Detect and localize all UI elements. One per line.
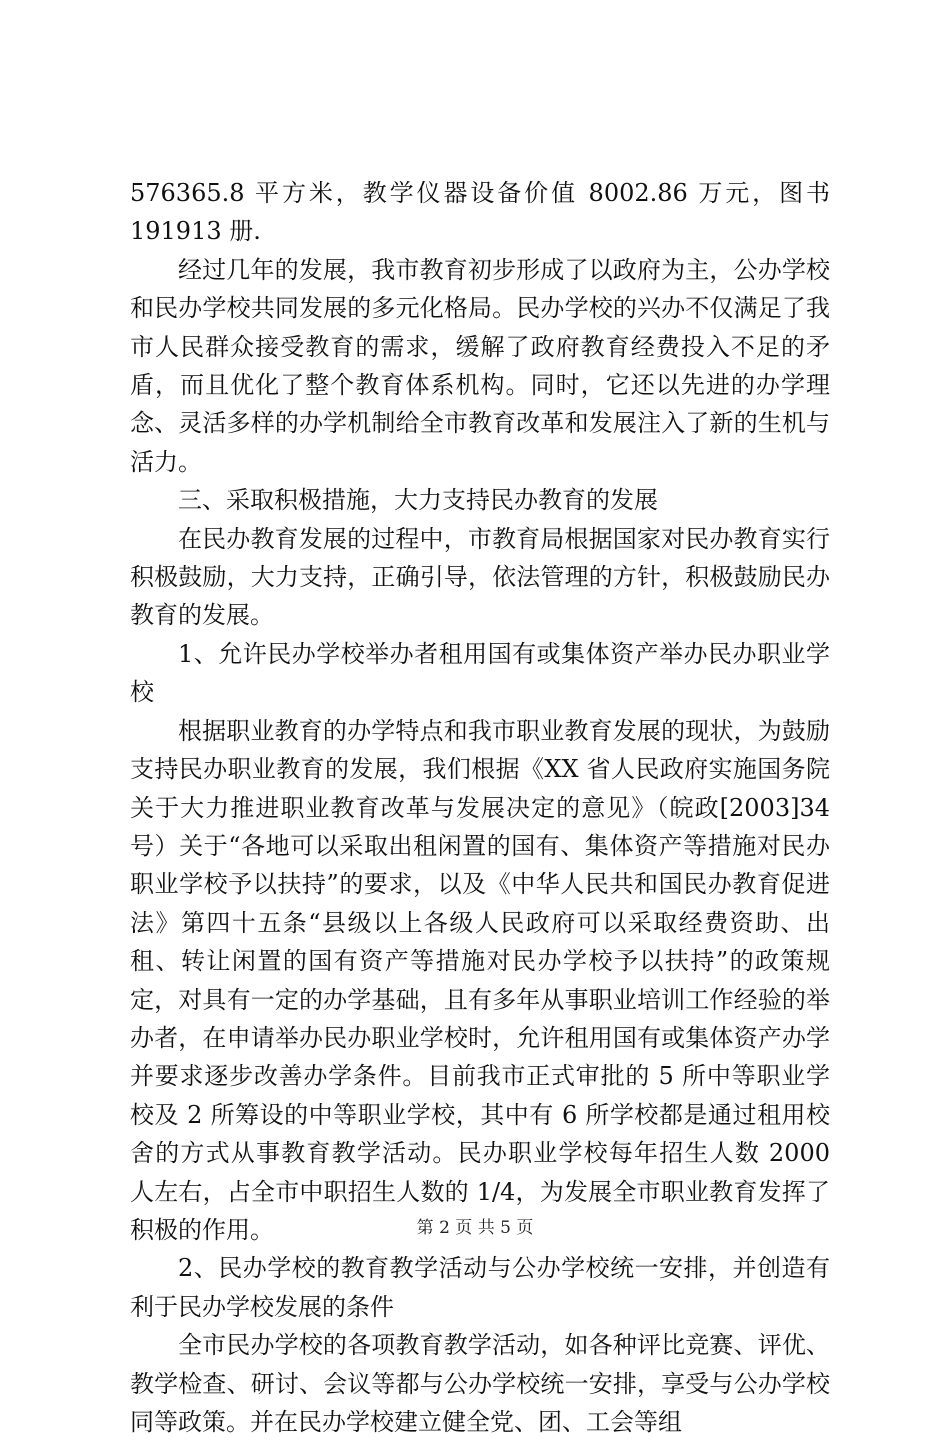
paragraph-facilities-stats: 576365.8 平方米，教学仪器设备价值 8002.86 万元，图书191913 册. [130, 179, 830, 246]
paragraph-development-pattern: 经过几年的发展，我市教育初步形成了以政府为主，公办学校和民办学校共同发展的多元化格局。民办学校的兴办不仅满足了我市人民群众接受教育的需求，缓解了政府教育经费投入不足的矛盾，而且优化了整个教育体系机构。同时，它还以先进的办学理念、灵活多样的办学机制给全市教育改革和发展注入了新的生机与活力。 [130, 255, 830, 476]
page-number-footer: 第 2 页 共 5 页 [416, 1218, 534, 1238]
item-heading-lease-assets: 1、允许民办学校举办者租用国有或集体资产举办民办职业学校 [130, 639, 830, 707]
item-heading-unified-arrangement: 2、民办学校的教育教学活动与公办学校统一安排，并创造有利于民办学校发展的条件 [130, 1254, 830, 1321]
section-heading-measures: 三、采取积极措施，大力支持民办教育的发展 [178, 486, 658, 515]
paragraph-policy-intro: 在民办教育发展的过程中，市教育局根据国家对民办教育实行积极鼓励，大力支持，正确引导，依法管理的方针，积极鼓励民办教育的发展。 [130, 524, 830, 630]
paragraph-unified-activities: 全市民办学校的各项教育教学活动，如各种评比竞赛、评优、教学检查、研讨、会议等都与公办学校统一安排，享受与公办学校同等政策。并在民办学校建立健全党、团、工会等组 [130, 1331, 830, 1436]
document-body [130, 174, 830, 1441]
paragraph-vocational-lease: 根据职业教育的办学特点和我市职业教育发展的现状，为鼓励支持民办职业教育的发展，我们根据《XX 省人民政府实施国务院关于大力推进职业教育改革与发展决定的意见》（皖政[2003]34 号）关于“各地可以采取出租闲置的国有、集体资产等措施对民办职业学校予以扶持”的要求，以及《中华人民共和国民办教育促进法》第四十五条“县级以上各级人民政府可以采取经费资助、出租、转让闲置的国有资产等措施对民办学校予以扶持”的政策规定，对具有一定的办学基础，且有多年从事职业培训工作经验的举办者，在申请举办民办职业学校时，允许租用国有或集体资产办学并要求逐步改善办学条件。目前我市正式审批的 5 所中等职业学校及 2 所筹设的中等职业学校，其中有 6 所学校都是通过租用校舍的方式从事教育教学活动。民办职业学校每年招生人数 2000 人左右，占全市中职招生人数的 1/4，为发展全市职业教育发挥了积极的作用。 [130, 716, 830, 1244]
